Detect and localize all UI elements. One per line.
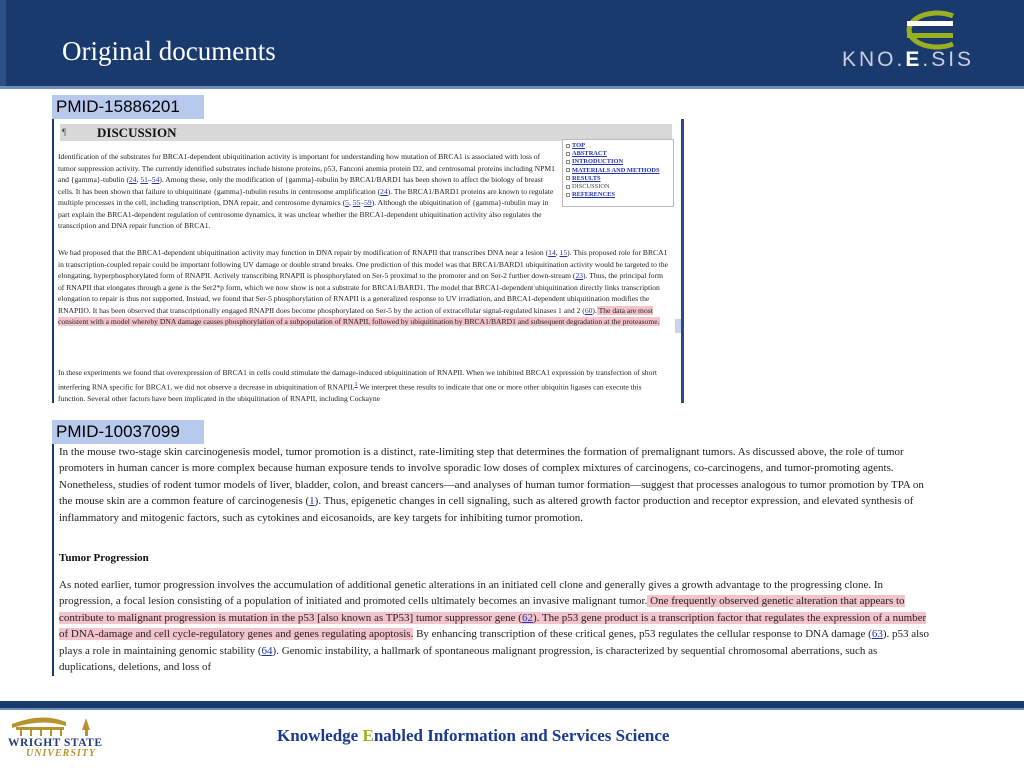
tagline-e: E: [362, 726, 374, 745]
toc-label: INTRODUCTION: [572, 158, 624, 166]
text-run: ,: [136, 175, 141, 184]
reference-link[interactable]: 59: [364, 198, 372, 207]
toc-label: REFERENCES: [572, 191, 615, 199]
knoesis-logo-icon: [893, 10, 957, 50]
toc-bullet-icon: [566, 193, 570, 197]
reference-link[interactable]: 23: [575, 271, 584, 280]
reference-link[interactable]: 63: [871, 628, 883, 641]
logo-text-pre: KNO.: [842, 48, 906, 71]
subsection-heading: Tumor Progression: [59, 552, 149, 564]
toc-label: MATERIALS AND METHODS: [572, 166, 660, 174]
paragraph-2: [58, 247, 670, 328]
text-run: –: [147, 175, 152, 184]
toc-link-methods[interactable]: [566, 167, 670, 175]
reference-link[interactable]: 24: [380, 186, 388, 196]
reference-link[interactable]: 64: [261, 644, 273, 657]
text-run: ). The p53 gene product is a transcription factor that regulates the expression of a number of DNA-damage and cell cycle-regulatory genes and genes regulating apoptosis.: [59, 611, 927, 641]
section-heading: DISCUSSION: [97, 125, 177, 140]
reference-link[interactable]: 24: [128, 175, 137, 184]
toc-current-discussion: [566, 183, 670, 191]
toc-label: RESULTS: [572, 174, 601, 182]
text-run: We interpret these results to indicate that one or more other ubiquitin ligases can execute this function. Several other factors have been implicated in the ubiquitination of RNAPII, including Cockayne: [58, 382, 642, 403]
document-excerpt-2: [52, 444, 932, 676]
reference-link[interactable]: 60: [584, 305, 593, 315]
toc-link-abstract[interactable]: [566, 150, 670, 158]
toc-bullet-icon: [566, 144, 570, 148]
text-run: We had proposed that the BRCA1-dependent ubiquitination activity may function in DNA repair by modification of RNAPII that transcribes DNA near a lesion (: [58, 248, 549, 257]
reference-link[interactable]: 51: [140, 175, 148, 184]
header-rule: [0, 86, 1024, 89]
reference-link[interactable]: 14: [548, 248, 556, 257]
header-edge: [0, 0, 6, 86]
highlighted-sentence: The data are most consistent with a model whereby DNA damage causes phosphorylation of a subpopulation of RNAPII, followed by ubiquitination by BRCA1/BARD1 and subsequent degradation at the proteasome.: [58, 305, 660, 326]
text-run: In the mouse two-stage skin carcinogenesis model, tumor promotion is a distinct, rate-limiting step that determines the formation of premalignant tumors. As discussed above, the role of tumor promoters in human cancer is more complex because human exposure tends to involve sporadic low doses of complex mixtures of carcinogens, co-carcinogens, and tumor-promoting agents. Nonetheless, studies of rodent tumor models of liver, bladder, colon, and breast cancers—and analyses of human tumor formation—suggest that processes analogous to tumor promotion by TPA on the mouse skin are a common feature of carcinogenesis (: [59, 446, 924, 508]
logo-text-e: E: [905, 48, 923, 71]
text-run: –: [360, 198, 365, 207]
text-run: One frequently observed genetic alteration that appears to contribute to malignant progression is mutation in the p53 [also known as TP53] tumor suppressor gene (: [59, 595, 905, 624]
knoesis-logo-text: [842, 48, 974, 72]
scroll-thumb[interactable]: [675, 319, 681, 333]
toc-bullet-icon: [566, 160, 570, 164]
toc-bullet-icon: [566, 176, 570, 180]
text-run: In these experiments we found that overexpression of BRCA1 in cells could stimulate the damage-induced ubiquitination of RNAPII. When we inhibited BRCA1 expression by transfection of short interfering RNA specific for BRCA1, we did not observe a decrease in ubiquitination of RNAPII.: [58, 368, 658, 392]
document-scrollbar[interactable]: [681, 119, 684, 403]
reference-link[interactable]: 15: [559, 248, 568, 257]
footer-tagline: [277, 726, 669, 746]
paragraph-marker: ¶: [62, 127, 67, 137]
text-run: ). Although the ubiquitination of {gamma}-tubulin may in part explain the BRCA1-dependent regulation of centrosome dynamics, it was unclear whether the BRCA1-dependent ubiquitination activity also regulates the transcription and DNA repair function of BRCA1.: [58, 198, 549, 230]
reference-link[interactable]: 62: [521, 611, 533, 624]
paragraph-2: [59, 577, 929, 675]
table-of-contents: [562, 139, 674, 207]
tagline-post: nabled Information and Services Science: [373, 726, 670, 745]
toc-link-results[interactable]: [566, 175, 670, 183]
pmid-label-1: PMID-15886201: [52, 95, 204, 119]
text-run: By enhancing transcription of these critical genes, p53 regulates the cellular response to DNA damage (: [413, 628, 872, 641]
paragraph-1: [58, 151, 558, 232]
text-run: Identification of the substrates for BRCA1-dependent ubiquitination activity is important for understanding how mutation of BRCA1 is associated with loss of tumor suppression activity. The currently identified substrates include histone proteins, p53, Fanconi anemia protein D2, and centrosomal proteins including NPM1 and {gamma}-tubulin (: [58, 152, 555, 184]
text-run: ). Thus, epigenetic changes in cell signaling, such as altered growth factor production and receptor expression, and elevated synthesis of inflammatory and mitogenic factors, such as cytokines and eicosanoids, are key targets for inhibiting tumor promotion.: [59, 495, 914, 524]
text-run: ). The BRCA1/BARD1 proteins are known to regulate multiple processes in the cell, including transcription, DNA repair, and centrosome dynamics (: [58, 186, 554, 207]
slide-title: Original documents: [62, 36, 276, 66]
text-run: ). p53 also plays a role in maintaining genomic stability (: [59, 628, 929, 657]
text-run: ). Thus, the principal form of RNAPII that elongates through a gene is the Ser2*p form, which we now show is not a substrate for BRCA1/BARD1. The model that BRCA1-dependent ubiquitination directly links transcription elongation to repair is thus not supported. Instead, we found that Ser-5 phosphorylation of RNAPII is a generalized response to UV irradiation, and BRCA1-dependent ubiquitination modifies the RNAPIIO. It has been observed that transcriptionally engaged RNAPII does become phosphorylated on Ser-5 by the action of extracellular signal-regulated kinases 1 and 2 (: [58, 271, 664, 315]
reference-link[interactable]: 1: [309, 495, 315, 508]
tagline-pre: Knowledge: [277, 726, 363, 745]
toc-link-introduction[interactable]: [566, 158, 670, 166]
toc-label: DISCUSSION: [572, 183, 610, 191]
footer-rule: [0, 701, 1024, 708]
pmid-label-2: PMID-10037099: [52, 420, 204, 444]
toc-bullet-icon: [566, 152, 570, 156]
toc-label: ABSTRACT: [572, 150, 607, 158]
paragraph-3: [58, 367, 670, 403]
toc-bullet-icon: [566, 168, 570, 172]
text-run: ).: [592, 305, 597, 315]
university-name: WRIGHT STATE: [8, 737, 103, 749]
logo-text-post: .SIS: [922, 48, 975, 71]
text-run: ). Genomic instability, a hallmark of spontaneous malignant progression, is characterized by sequential chromosomal aberrations, such as duplications, deletions, and loss of: [59, 644, 878, 674]
toc-link-references[interactable]: [566, 191, 670, 199]
toc-link-top[interactable]: [566, 142, 670, 150]
toc-bullet-icon: [566, 185, 570, 189]
reference-link[interactable]: 55: [352, 198, 361, 207]
paragraph-1: [59, 444, 929, 526]
document-excerpt-1: [52, 119, 684, 403]
toc-label: TOP: [572, 142, 586, 149]
reference-link[interactable]: 54: [151, 175, 160, 184]
text-run: ). This proposed role for BRCA1 in transcription-coupled repair could be important following UV damage or double strand breaks. One prediction of this model was that BRCA1/BARD1 ubiquitination activity would be targeted to the elongating, hyperphosphorylated form of RNAPII. Actively transcribing RNAPII is phosphorylated on Ser-5 proximal to the promoter and on Ser-2 further down-stream (: [58, 248, 669, 280]
footer-thin-rule: [0, 708, 1024, 710]
university-subtitle: UNIVERSITY: [26, 748, 97, 759]
text-run: As noted earlier, tumor progression involves the accumulation of additional genetic alterations in an initiated cell clone and generally gives a growth advantage to the progressing clone. In progression, a focal lesion consisting of a population of initiated and promoted cells ultimately becomes an invasive malignant tumor.: [59, 579, 883, 608]
text-run: ,: [348, 198, 353, 207]
footnote-link[interactable]: 1: [354, 380, 358, 388]
text-run: ,: [555, 248, 560, 257]
reference-link[interactable]: 5: [345, 198, 349, 207]
text-run: ). Among these, only the modification of {gamma}-tubulin by BRCA1/BARD1 has been shown to affect the biology of breast cells. It has been shown that failure to ubiquitinate {gamma}-tubulin results in centrosome amplification (: [58, 175, 543, 196]
slide-header: [0, 0, 1024, 86]
